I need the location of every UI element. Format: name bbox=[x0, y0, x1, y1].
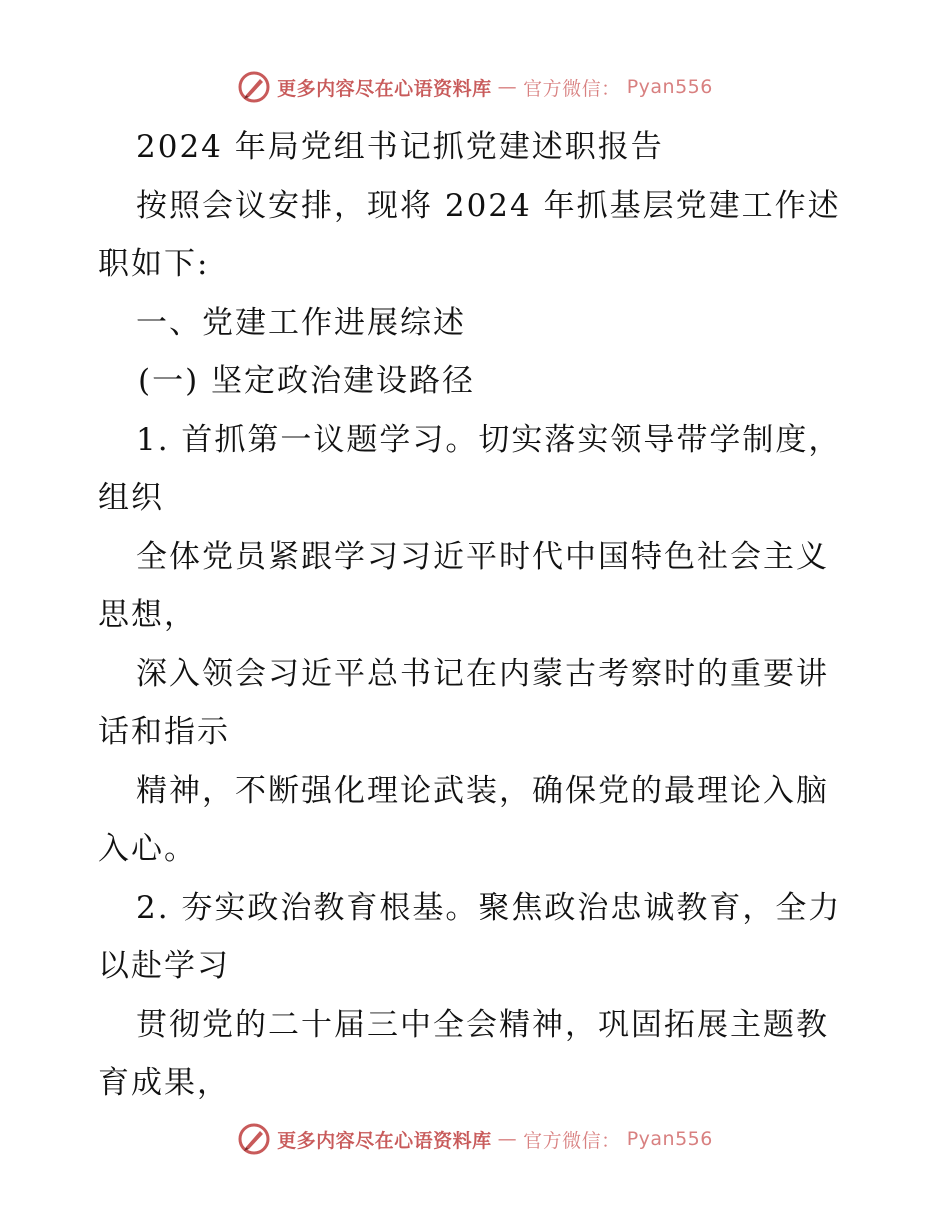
paragraph-line: 育成果， bbox=[98, 1065, 230, 1101]
paragraph-line: 组织 bbox=[98, 480, 164, 516]
section-heading: 一、党建工作进展综述 bbox=[136, 304, 466, 341]
document-title: 2024 年局党组书记抓党建述职报告 bbox=[136, 129, 664, 165]
paragraph-line: 深入领会习近平总书记在内蒙古考察时的重要讲 bbox=[136, 655, 829, 692]
document-body bbox=[98, 118, 852, 1113]
watermark-account: Pyan556 bbox=[626, 1128, 713, 1150]
paragraph-line: 按照会议安排，现将 2024 年抓基层党建工作述 bbox=[136, 187, 841, 224]
paragraph-line: 职如下: bbox=[98, 246, 210, 282]
pen-in-circle-icon bbox=[237, 70, 271, 104]
paragraph-line: 1. 首抓第一议题学习。切实落实领导带学制度， bbox=[136, 421, 842, 458]
paragraph-line: 全体党员紧跟学习习近平时代中国特色社会主义 bbox=[136, 538, 829, 575]
watermark-separator: — bbox=[497, 76, 518, 98]
watermark-wechat-label: 官方微信： bbox=[523, 77, 621, 100]
paragraph-line: 精神，不断强化理论武装，确保党的最理论入脑 bbox=[136, 772, 829, 809]
watermark-wechat-label: 官方微信： bbox=[523, 1129, 621, 1152]
watermark-account: Pyan556 bbox=[626, 76, 713, 98]
paragraph-line: 入心。 bbox=[98, 831, 197, 867]
watermark-brand: 更多内容尽在心语资料库 bbox=[277, 77, 492, 100]
paragraph-line: 2. 夯实政治教育根基。聚焦政治忠诚教育，全力 bbox=[136, 889, 842, 926]
paragraph-line: 话和指示 bbox=[98, 714, 230, 750]
watermark-brand: 更多内容尽在心语资料库 bbox=[277, 1129, 492, 1152]
paragraph-line: 以赴学习 bbox=[98, 948, 230, 984]
paragraph-line: 思想， bbox=[98, 597, 197, 633]
paragraph-line: 贯彻党的二十届三中全会精神，巩固拓展主题教 bbox=[136, 1006, 829, 1043]
footer-watermark bbox=[0, 1122, 950, 1156]
subsection-heading: (一) 坚定政治建设路径 bbox=[138, 363, 476, 399]
watermark-separator: — bbox=[497, 1128, 518, 1150]
header-watermark bbox=[0, 70, 950, 104]
pen-in-circle-icon bbox=[237, 1122, 271, 1156]
